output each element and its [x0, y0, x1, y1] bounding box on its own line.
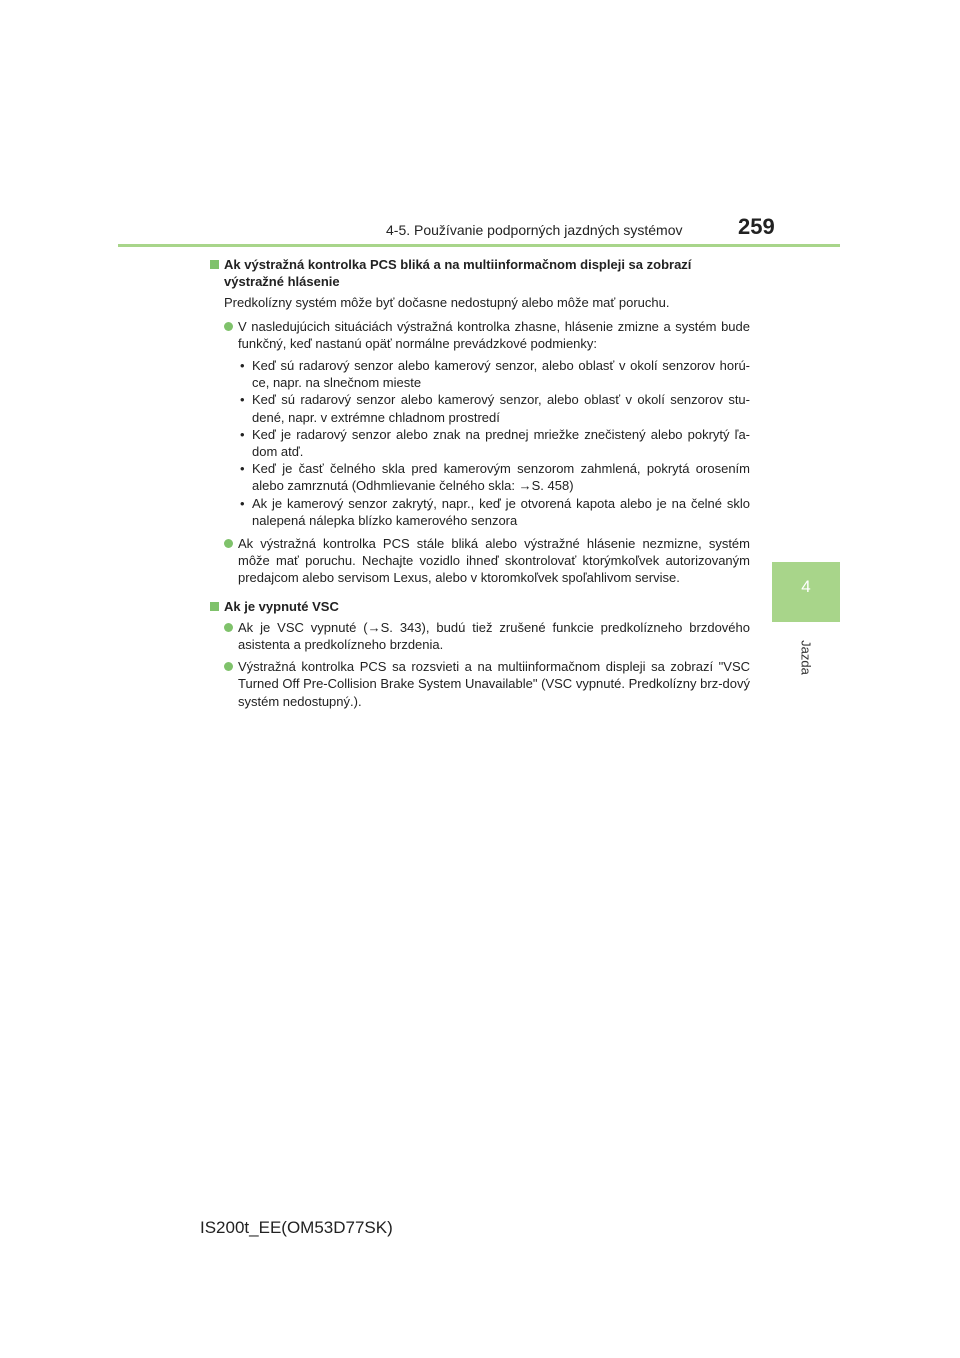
sub-list-item-text: Keď sú radarový senzor alebo kamerový senzor, alebo oblasť v okolí senzorov horú-ce, napr. na slnečnom mieste — [252, 358, 750, 391]
square-bullet-icon — [210, 602, 219, 611]
running-header-title: 4-5. Používanie podporných jazdných systémov — [386, 222, 683, 238]
chapter-tab-number: 4 — [801, 577, 811, 596]
list-item-text: Ak výstražná kontrolka PCS stále bliká alebo výstražné hlásenie nezmizne, systém môže mať poruchu. Nechajte vozidlo ihneď skontrolovať ktorýmkoľvek autorizovaným predajcom alebo servisom Lexus, alebo v ktoromkoľvek spoľahlivom servise. — [238, 536, 750, 586]
main-content — [210, 256, 750, 715]
dot-marker-icon: • — [240, 392, 245, 408]
list-item — [210, 318, 750, 352]
chapter-tab — [772, 562, 840, 622]
sub-list-item — [210, 426, 750, 460]
dot-marker-icon: • — [240, 358, 245, 374]
header-divider — [118, 244, 840, 247]
page-number: 259 — [738, 214, 775, 239]
section-heading-text: Ak výstražná kontrolka PCS bliká a na multiinformačnom displeji sa zobrazí výstražné hlásenie — [224, 257, 692, 290]
list-item-text: Ak je VSC vypnuté (→S. 343), budú tiež zrušené funkcie predkolízneho brzdového asistenta a predkolízneho brzdenia. — [238, 619, 750, 653]
dot-marker-icon: • — [240, 461, 245, 477]
sub-list-item — [210, 495, 750, 529]
section-intro: Predkolízny systém môže byť dočasne nedostupný alebo môže mať poruchu. — [224, 295, 670, 311]
sub-list-item — [210, 460, 750, 494]
dot-marker-icon: • — [240, 426, 245, 442]
section-heading-pcs-warning — [210, 256, 750, 290]
sub-list-item-text: Keď je časť čelného skla pred kamerovým senzorom zahmlená, pokrytá orosením alebo zamrznutá (Odhmlievanie čelného skla: →S. 458) — [252, 461, 750, 494]
sub-list-item-text: Keď sú radarový senzor alebo kamerový senzor, alebo oblasť v okolí senzorov stu-dené, napr. v extrémne chladnom prostredí — [252, 392, 750, 425]
round-bullet-icon — [224, 322, 233, 331]
section-heading-text: Ak je vypnuté VSC — [224, 598, 339, 614]
list-item — [210, 535, 750, 587]
sub-list-item-text: Keď je radarový senzor alebo znak na prednej mriežke znečistený alebo pokrytý ľa-dom atď. — [252, 426, 750, 460]
list-item-text: Výstražná kontrolka PCS sa rozsvieti a na multiinformačnom displeji sa zobrazí "VSC Turned Off Pre-Collision Brake System Unavailable" (VSC vypnuté. Predkolízny brz-dový systém nedostupný.). — [238, 659, 750, 709]
dot-marker-icon: • — [240, 495, 245, 511]
round-bullet-icon — [224, 662, 233, 671]
round-bullet-icon — [224, 623, 233, 632]
sub-list-item — [210, 357, 750, 391]
manual-code: IS200t_EE(OM53D77SK) — [200, 1218, 393, 1237]
list-item-text: V nasledujúcich situáciách výstražná kontrolka zhasne, hlásenie zmizne a systém bude funkčný, keď nastanú opäť normálne prevádzkové podmienky: — [238, 318, 750, 351]
list-item — [210, 619, 750, 653]
section-heading-vsc-off — [210, 598, 750, 615]
round-bullet-icon — [224, 539, 233, 548]
sub-list-item — [210, 391, 750, 425]
square-bullet-icon — [210, 260, 219, 269]
chapter-tab-label: Jazda — [798, 640, 814, 675]
sub-list — [210, 357, 750, 529]
sub-list-item-text: Ak je kamerový senzor zakrytý, napr., keď je otvorená kapota alebo je na čelné sklo nalepená nálepka blízko kamerového senzora — [252, 495, 750, 528]
list-item — [210, 658, 750, 710]
